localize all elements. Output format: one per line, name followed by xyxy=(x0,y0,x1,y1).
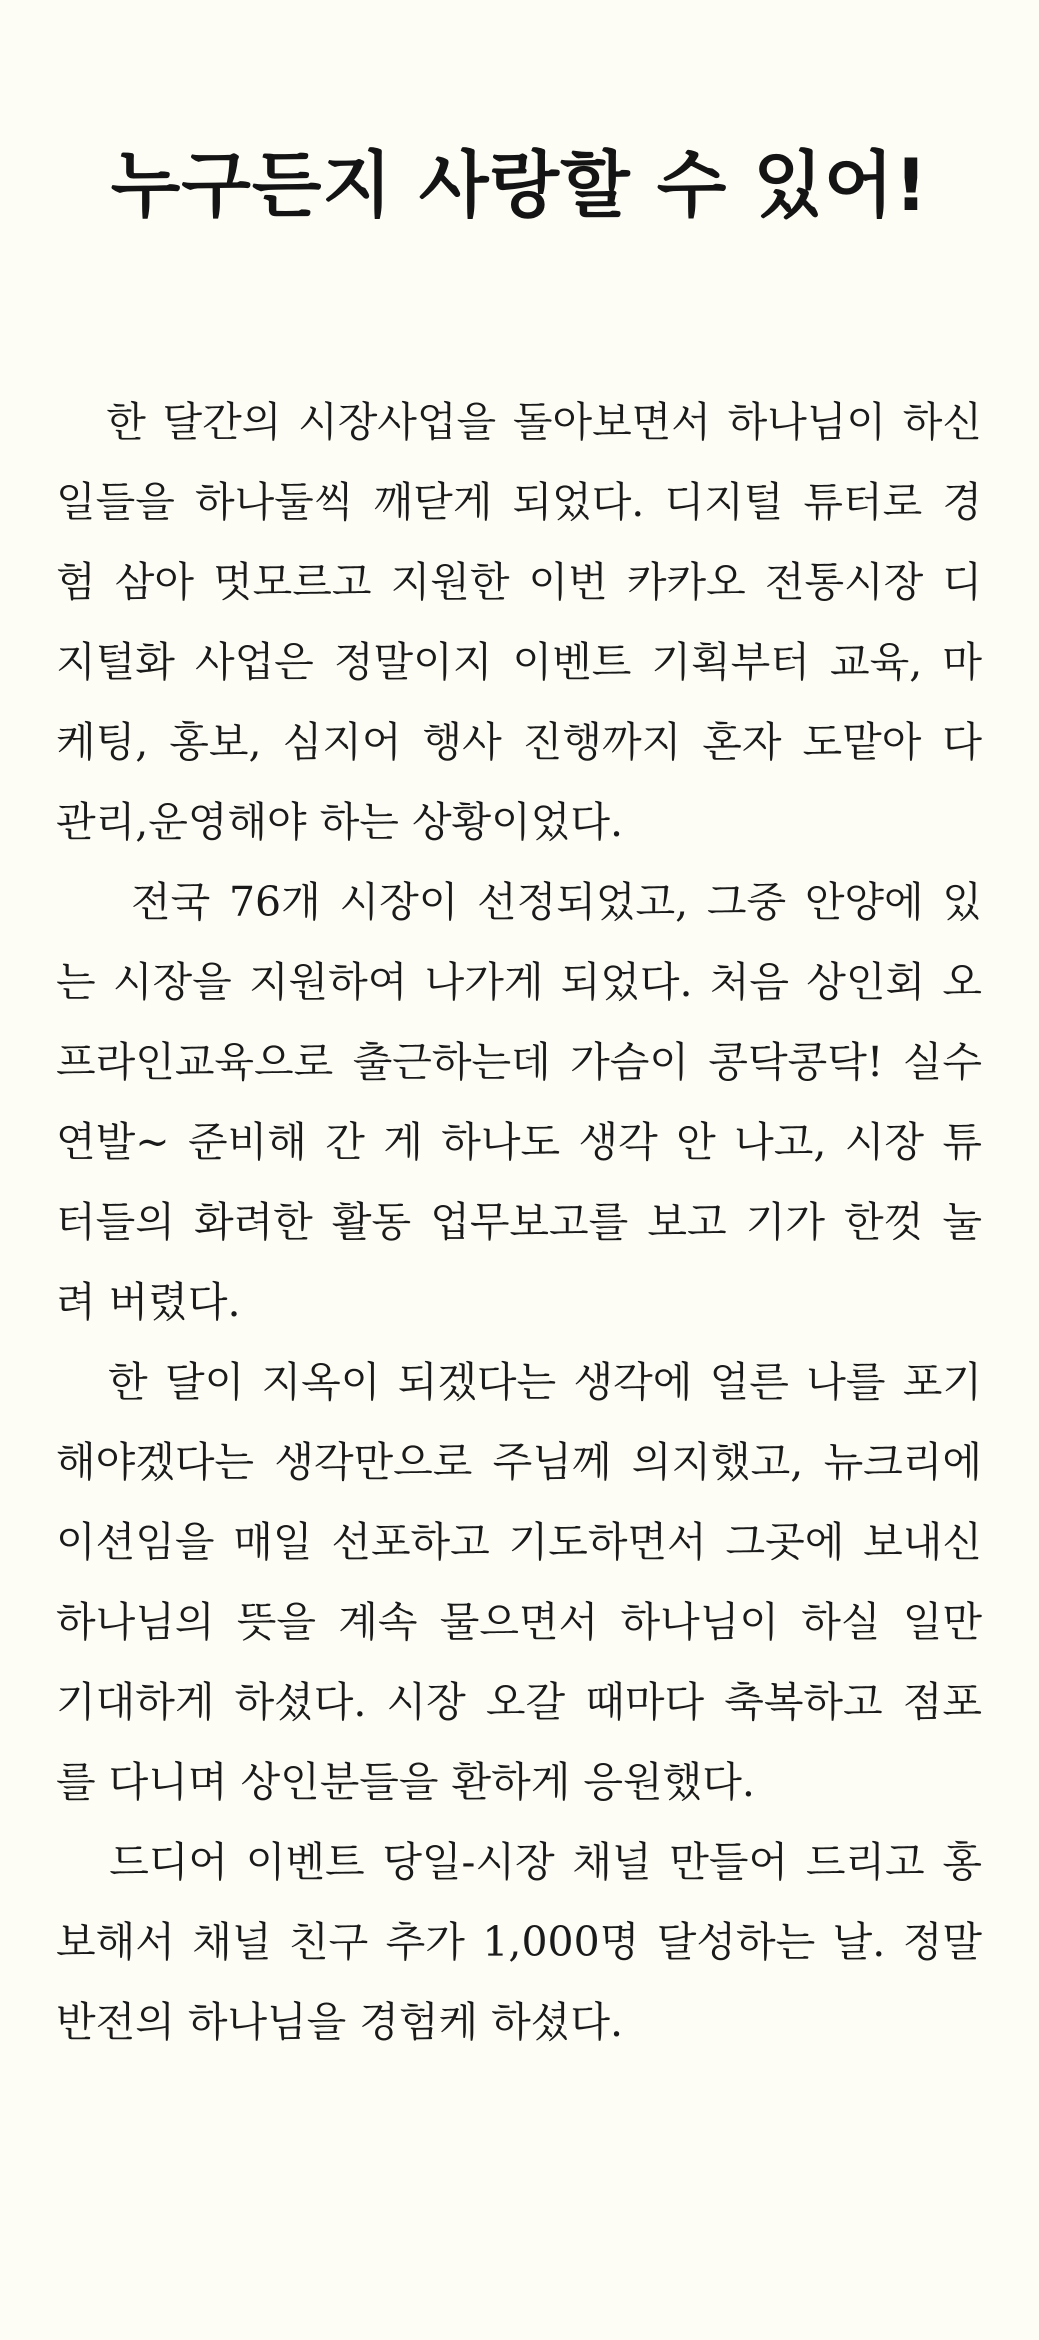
text-line: 는 시장을 지원하여 나가게 되었다. 처음 상인회 오 xyxy=(56,958,982,1006)
text-line: 연발~ 준비해 간 게 하나도 생각 안 나고, 시장 튜 xyxy=(56,1118,982,1166)
text-line: 드디어 이벤트 당일-시장 채널 만들어 드리고 홍 xyxy=(56,1838,982,1886)
paragraph-2 xyxy=(56,862,982,1342)
article-body xyxy=(56,382,982,2062)
text-line: 하나님의 뜻을 계속 물으면서 하나님이 하실 일만 xyxy=(56,1598,982,1646)
text-line: 터들의 화려한 활동 업무보고를 보고 기가 한껏 눌 xyxy=(56,1198,982,1246)
text-line: 이션임을 매일 선포하고 기도하면서 그곳에 보내신 xyxy=(56,1518,982,1566)
article-title: 누구든지 사랑할 수 있어! xyxy=(110,143,929,227)
text-line: 케팅, 홍보, 심지어 행사 진행까지 혼자 도맡아 다 xyxy=(56,718,982,766)
paragraph-4 xyxy=(56,1822,982,2062)
text-line: 려 버렸다. xyxy=(56,1278,241,1326)
text-line: 프라인교육으로 출근하는데 가슴이 콩닥콩닥! 실수 xyxy=(56,1038,982,1086)
text-line: 를 다니며 상인분들을 환하게 응원했다. xyxy=(56,1758,755,1806)
text-line: 반전의 하나님을 경험케 하셨다. xyxy=(56,1998,624,2046)
paragraph-1 xyxy=(56,382,982,862)
text-line: 한 달간의 시장사업을 돌아보면서 하나님이 하신 xyxy=(56,398,982,446)
text-line: 한 달이 지옥이 되겠다는 생각에 얼른 나를 포기 xyxy=(56,1358,982,1406)
text-line: 험 삼아 멋모르고 지원한 이번 카카오 전통시장 디 xyxy=(56,558,982,606)
text-line: 일들을 하나둘씩 깨닫게 되었다. 디지털 튜터로 경 xyxy=(56,478,982,526)
text-line: 관리,운영해야 하는 상황이었다. xyxy=(56,798,624,846)
text-line: 전국 76개 시장이 선정되었고, 그중 안양에 있 xyxy=(56,878,982,926)
text-line: 지털화 사업은 정말이지 이벤트 기획부터 교육, 마 xyxy=(56,638,982,686)
text-line: 해야겠다는 생각만으로 주님께 의지했고, 뉴크리에 xyxy=(56,1438,982,1486)
paragraph-3 xyxy=(56,1342,982,1822)
text-line: 기대하게 하셨다. 시장 오갈 때마다 축복하고 점포 xyxy=(56,1678,982,1726)
text-line: 보해서 채널 친구 추가 1,000명 달성하는 날. 정말 xyxy=(56,1918,982,1966)
